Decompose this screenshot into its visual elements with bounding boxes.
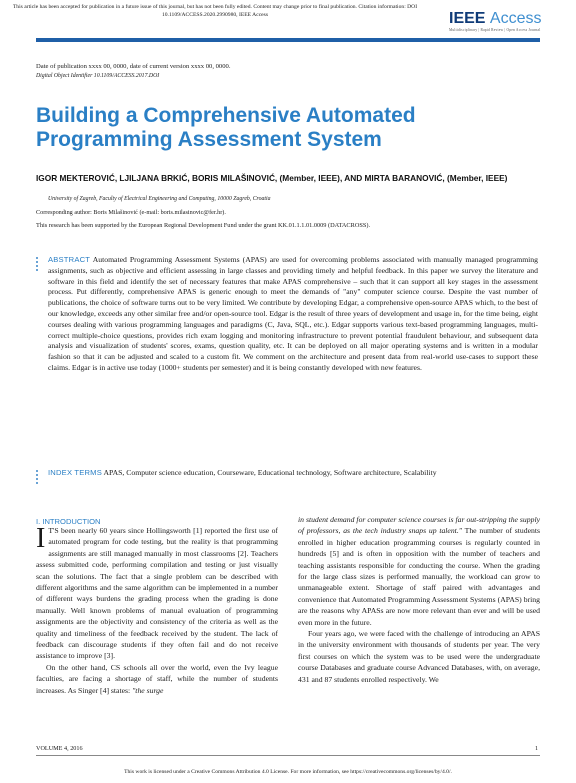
corresponding-author: Corresponding author: Boris Milašinović (e-mail: boris.milasinovic@fer.hr). (36, 209, 226, 216)
index-terms-dot-marker (36, 470, 40, 486)
section-heading-introduction: I. INTRODUCTION (36, 517, 101, 526)
body-column-right (298, 514, 540, 685)
footer-page-number: 1 (535, 745, 539, 752)
footer-volume: VOLUME 4, 2016 (36, 745, 83, 752)
footer-rule (36, 755, 540, 756)
logo-tagline: Multidisciplinary | Rapid Review | Open Access Journal (449, 28, 541, 32)
intro-paragraph-2-continued (298, 514, 540, 628)
author-list: IGOR MEKTEROVIĆ, LJILJANA BRKIĆ, BORIS MILAŠINOVIĆ, (Member, IEEE), AND MIRTA BARANOVIĆ, (Member, IEEE) (36, 173, 508, 183)
header-rule (36, 38, 540, 42)
abstract-text: Automated Programming Assessment Systems (APAS) are used for overcoming problems associated with manually managed programming assignments, such as objective and efficient assessing in large classes and providing timely and helpful feedback. In this paper we survey the literature and software in this field and identify the set of necessary features that make APAS comprehensive – such that it can support all key stages in the assessment process. Put differently, comprehensive APAS is generic enough to meet the demands of "any" computer science course. Despite the vast number of publications, the choice of software turns out to be very limited. We contribute by developing Edgar, a comprehensive open-source APAS which, to the best of our knowledge, exceeds any other similar free and/or open-source tool. Edgar is the result of three years of development and usage in, for the time being, eight courses dealing with various programming languages and paradigms (C, Java, SQL, etc.). Edgar supports various text-based programming languages, multi-correct multiple-choice questions, provides rich exam logging and monitoring infrastructure to prevent potential fraudulent behaviour, and subsequent data analysis and visualization of students' scores, exams, question quality, etc. It can be deployed on all major operating systems and is written in a modular fashion so that it can be adjusted and scaled to a custom fit. We comment on the architecture and present data from real-world use-cases to support these claims. Edgar is in active use today (1000+ students per semester) and it is being constantly developed with new features. (48, 255, 538, 372)
publication-notice-line1: This article has been accepted for publication in a future issue of this journal, but has not been fully edited. Content may change prior to final publication. Citation information: DOI (12, 4, 418, 10)
ieee-access-logo (449, 11, 564, 35)
intro-paragraph-2-continued-text: The number of students enrolled in higher education programming courses is regularly counted in hundreds [5] and is often in opposition with the number of teachers and teaching assistants responsible for conducting the course. When the grading for the large class sizes is performed manually, the workload can grow to unmanageable extent. Shortage of staff paired with advantages and convenience that Automated Programming Assessment Systems (APAS) bring are the reasons why APASs are now more relevant than ever and will be used even more in the future. (298, 526, 540, 627)
publication-date: Date of publication xxxx 00, 0000, date of current version xxxx 00, 0000. (36, 63, 231, 70)
intro-paragraph-1 (36, 525, 278, 662)
intro-paragraph-2-quote: "the surge (132, 685, 164, 695)
abstract-section (48, 255, 538, 374)
intro-paragraph-2-text: On the other hand, CS schools all over the world, even the Ivy league faculties, are facing a shortage of staff, while the number of students increases. As Singer [4] states: (36, 662, 278, 695)
intro-paragraph-3: Four years ago, we were faced with the challenge of introducing an APAS in the university environment with thousands of students per year. The very first courses on which the system was to be used were the undergraduate course Databases and graduate course Advanced Databases, with, on average, 431 and 87 students enrolled respectively. We (298, 629, 540, 684)
license-notice: This work is licensed under a Creative Commons Attribution 4.0 License. For more information, see https://creativecommons.org/licenses/by/4.0/. (124, 769, 452, 775)
abstract-label: ABSTRACT (48, 255, 91, 264)
drop-cap: I (36, 523, 46, 554)
body-column-left (36, 525, 278, 696)
intro-paragraph-1-text: T'S been nearly 60 years since Hollingsworth [1] reported the first use of automated program for code testing, but the reality is that programming assignments are still managed manually in most classrooms [2]. Teachers assess submitted code, performing compilation and testing or just visually scan the solutions. The fact that a single problem can be described with different algorithms and the same algorithm can be implemented in a number of different ways burdens the grading process when the grading is done manually. Well known problems of manual evaluation of programming assignments are the objectivity and consistency of the criteria as well as the quality and timeliness of the feedback received by the student. The lack of feedback can discourage students if they often fail and do not receive assistance to improve [3]. (36, 526, 278, 661)
abstract-dot-marker (36, 257, 40, 273)
publication-notice-line2: 10.1109/ACCESS.2020.2990980, IEEE Access (161, 12, 269, 18)
author-affiliation: University of Zagreb, Faculty of Electrical Engineering and Computing, 10000 Zagreb, Croatia (48, 196, 271, 202)
intro-paragraph-2 (36, 662, 278, 696)
doi-identifier: Digital Object Identifier 10.1109/ACCESS.2017.DOI (36, 73, 160, 79)
logo-access-text: Access (489, 10, 542, 27)
publication-notice (0, 3, 430, 19)
index-terms-text: APAS, Computer science education, Courseware, Educational technology, Software architecture, Scalability (103, 468, 437, 477)
singer-quote: in student demand for computer science courses is far out-stripping the supply of professors, as the tech industry snaps up talent." (298, 515, 540, 536)
index-terms-label: INDEX TERMS (48, 468, 102, 477)
funding-statement: This research has been supported by the European Regional Development Fund under the grant KK.01.1.1.01.0009 (DATACROSS). (36, 222, 371, 229)
logo-ieee-text: IEEE (449, 10, 486, 27)
paper-title: Building a Comprehensive Automated Programming Assessment System (36, 104, 416, 151)
index-terms-section (48, 468, 538, 479)
